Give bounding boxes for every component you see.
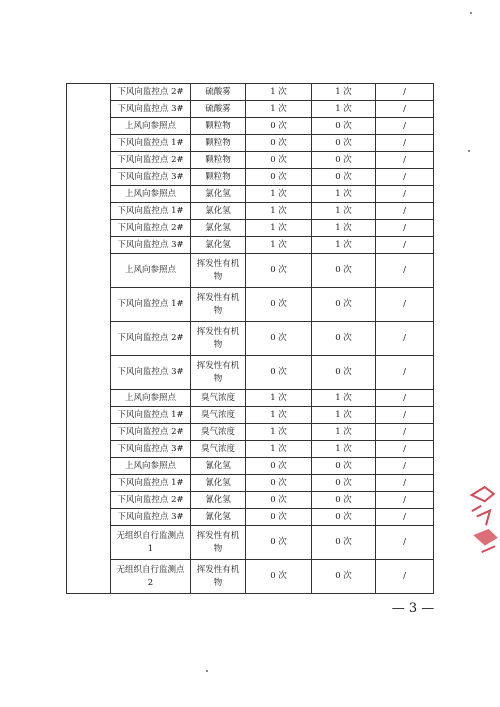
count-cell-2: 0 次 [312, 458, 376, 475]
monitoring-point-cell: 下风向监控点 2# [111, 424, 191, 441]
pollutant-cell: 颗粒物 [191, 118, 246, 135]
monitoring-frequency-table [66, 83, 434, 594]
count-cell-2: 0 次 [312, 135, 376, 152]
monitoring-point-cell: 下风向监控点 3# [111, 169, 191, 186]
count-cell-2: 0 次 [312, 560, 376, 594]
table-row [67, 101, 434, 118]
monitoring-point-cell: 下风向监控点 3# [111, 509, 191, 526]
pollutant-cell: 挥发性有机物 [191, 356, 246, 390]
table-row [67, 288, 434, 322]
monitoring-point-cell: 下风向监控点 1# [111, 288, 191, 322]
count-cell-1: 0 次 [246, 356, 312, 390]
table-row [67, 424, 434, 441]
pollutant-cell: 氯化氢 [191, 237, 246, 254]
monitoring-point-cell: 上风向参照点 [111, 254, 191, 288]
pollutant-cell: 挥发性有机物 [191, 560, 246, 594]
monitoring-point-cell: 下风向监控点 3# [111, 101, 191, 118]
monitoring-point-cell: 下风向监控点 2# [111, 492, 191, 509]
table-row [67, 203, 434, 220]
table-row [67, 84, 434, 101]
pollutant-cell: 颗粒物 [191, 169, 246, 186]
count-cell-2: 0 次 [312, 526, 376, 560]
table-row [67, 441, 434, 458]
pollutant-cell: 臭气浓度 [191, 441, 246, 458]
count-cell-2: 0 次 [312, 152, 376, 169]
remark-cell: / [376, 458, 434, 475]
monitoring-point-cell: 下风向监控点 3# [111, 356, 191, 390]
remark-cell: / [376, 288, 434, 322]
remark-cell: / [376, 322, 434, 356]
count-cell-1: 1 次 [246, 84, 312, 101]
count-cell-2: 0 次 [312, 118, 376, 135]
pollutant-cell: 硫酸雾 [191, 84, 246, 101]
count-cell-2: 0 次 [312, 492, 376, 509]
pollutant-cell: 氰化氢 [191, 475, 246, 492]
table-row [67, 526, 434, 560]
table-row [67, 220, 434, 237]
monitoring-point-cell: 无组织自行监测点 1 [111, 526, 191, 560]
monitoring-point-cell: 上风向参照点 [111, 186, 191, 203]
count-cell-2: 1 次 [312, 101, 376, 118]
remark-cell: / [376, 356, 434, 390]
pollutant-cell: 氯化氢 [191, 203, 246, 220]
pollutant-cell: 氰化氢 [191, 458, 246, 475]
count-cell-2: 1 次 [312, 220, 376, 237]
table-row [67, 509, 434, 526]
remark-cell: / [376, 441, 434, 458]
count-cell-2: 1 次 [312, 203, 376, 220]
count-cell-1: 0 次 [246, 135, 312, 152]
count-cell-2: 1 次 [312, 84, 376, 101]
remark-cell: / [376, 84, 434, 101]
count-cell-2: 0 次 [312, 475, 376, 492]
pollutant-cell: 颗粒物 [191, 135, 246, 152]
table-body [67, 84, 434, 594]
count-cell-1: 0 次 [246, 526, 312, 560]
merged-category-cell [67, 84, 111, 594]
seal-icon [463, 483, 500, 568]
count-cell-1: 1 次 [246, 220, 312, 237]
pollutant-cell: 挥发性有机物 [191, 254, 246, 288]
count-cell-2: 1 次 [312, 237, 376, 254]
table-row [67, 135, 434, 152]
remark-cell: / [376, 237, 434, 254]
table-row [67, 560, 434, 594]
pollutant-cell: 氯化氢 [191, 220, 246, 237]
official-seal-fragment [463, 483, 500, 568]
remark-cell: / [376, 509, 434, 526]
monitoring-point-cell: 下风向监控点 2# [111, 220, 191, 237]
monitoring-point-cell: 下风向监控点 1# [111, 203, 191, 220]
count-cell-1: 0 次 [246, 254, 312, 288]
table-row [67, 118, 434, 135]
count-cell-1: 0 次 [246, 288, 312, 322]
count-cell-1: 0 次 [246, 475, 312, 492]
remark-cell: / [376, 118, 434, 135]
count-cell-2: 0 次 [312, 169, 376, 186]
table-row [67, 237, 434, 254]
count-cell-1: 0 次 [246, 458, 312, 475]
monitoring-point-cell: 上风向参照点 [111, 390, 191, 407]
count-cell-2: 1 次 [312, 186, 376, 203]
page-number: — 3 — [391, 601, 435, 616]
count-cell-2: 1 次 [312, 424, 376, 441]
scan-speck [470, 12, 472, 14]
table-row [67, 186, 434, 203]
remark-cell: / [376, 526, 434, 560]
count-cell-2: 0 次 [312, 288, 376, 322]
remark-cell: / [376, 254, 434, 288]
monitoring-point-cell: 下风向监控点 1# [111, 475, 191, 492]
pollutant-cell: 臭气浓度 [191, 390, 246, 407]
count-cell-1: 1 次 [246, 441, 312, 458]
count-cell-1: 0 次 [246, 118, 312, 135]
table-row [67, 407, 434, 424]
scan-speck [206, 670, 208, 672]
table-row [67, 390, 434, 407]
pollutant-cell: 氯化氢 [191, 186, 246, 203]
count-cell-2: 1 次 [312, 441, 376, 458]
table-row [67, 458, 434, 475]
pollutant-cell: 挥发性有机物 [191, 526, 246, 560]
remark-cell: / [376, 560, 434, 594]
count-cell-1: 1 次 [246, 407, 312, 424]
monitoring-point-cell: 无组织自行监测点 2 [111, 560, 191, 594]
count-cell-1: 0 次 [246, 509, 312, 526]
monitoring-point-cell: 上风向参照点 [111, 458, 191, 475]
count-cell-2: 0 次 [312, 322, 376, 356]
count-cell-1: 1 次 [246, 424, 312, 441]
remark-cell: / [376, 424, 434, 441]
table-row [67, 169, 434, 186]
pollutant-cell: 氰化氢 [191, 509, 246, 526]
remark-cell: / [376, 169, 434, 186]
remark-cell: / [376, 152, 434, 169]
count-cell-1: 1 次 [246, 186, 312, 203]
remark-cell: / [376, 135, 434, 152]
count-cell-1: 0 次 [246, 560, 312, 594]
count-cell-2: 0 次 [312, 356, 376, 390]
pollutant-cell: 臭气浓度 [191, 407, 246, 424]
count-cell-1: 1 次 [246, 237, 312, 254]
pollutant-cell: 臭气浓度 [191, 424, 246, 441]
pollutant-cell: 硫酸雾 [191, 101, 246, 118]
count-cell-2: 1 次 [312, 390, 376, 407]
count-cell-2: 0 次 [312, 509, 376, 526]
remark-cell: / [376, 220, 434, 237]
remark-cell: / [376, 407, 434, 424]
pollutant-cell: 挥发性有机物 [191, 288, 246, 322]
monitoring-point-cell: 下风向监控点 3# [111, 237, 191, 254]
pollutant-cell: 挥发性有机物 [191, 322, 246, 356]
remark-cell: / [376, 390, 434, 407]
monitoring-point-cell: 上风向参照点 [111, 118, 191, 135]
table-row [67, 492, 434, 509]
monitoring-point-cell: 下风向监控点 2# [111, 322, 191, 356]
monitoring-point-cell: 下风向监控点 2# [111, 152, 191, 169]
count-cell-1: 0 次 [246, 492, 312, 509]
count-cell-2: 0 次 [312, 254, 376, 288]
table-row [67, 254, 434, 288]
count-cell-1: 1 次 [246, 203, 312, 220]
pollutant-cell: 氰化氢 [191, 492, 246, 509]
pollutant-cell: 颗粒物 [191, 152, 246, 169]
remark-cell: / [376, 186, 434, 203]
remark-cell: / [376, 203, 434, 220]
monitoring-point-cell: 下风向监控点 1# [111, 135, 191, 152]
count-cell-1: 1 次 [246, 390, 312, 407]
remark-cell: / [376, 101, 434, 118]
monitoring-point-cell: 下风向监控点 3# [111, 441, 191, 458]
count-cell-1: 0 次 [246, 152, 312, 169]
count-cell-2: 1 次 [312, 407, 376, 424]
table-row [67, 475, 434, 492]
table-row [67, 152, 434, 169]
table-row [67, 322, 434, 356]
count-cell-1: 0 次 [246, 322, 312, 356]
monitoring-point-cell: 下风向监控点 2# [111, 84, 191, 101]
count-cell-1: 0 次 [246, 169, 312, 186]
scan-speck [468, 150, 470, 152]
remark-cell: / [376, 492, 434, 509]
remark-cell: / [376, 475, 434, 492]
count-cell-1: 1 次 [246, 101, 312, 118]
monitoring-point-cell: 下风向监控点 1# [111, 407, 191, 424]
table-row [67, 356, 434, 390]
